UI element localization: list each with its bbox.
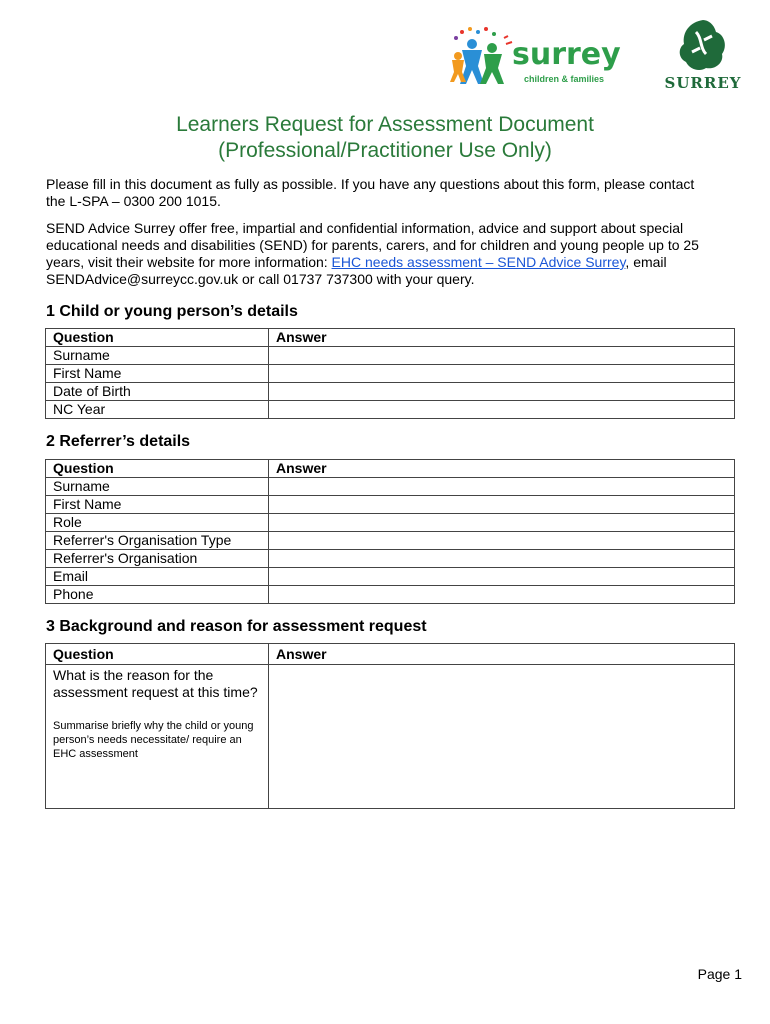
question-cell: Surname [46,478,269,496]
column-header-question: Question [46,644,269,665]
table-row [46,365,735,383]
answer-field-phone[interactable] [269,586,735,604]
answer-field-date-of-birth[interactable] [269,383,735,401]
intro-paragraph-1: Please fill in this document as fully as possible. If you have any questions about this form, please contact the L-SPA – 0300 200 1015. [46,176,695,209]
reason-question-text: What is the reason for the assessment request at this time? [53,667,258,700]
table-row [46,347,735,365]
answer-field-first-name[interactable] [269,365,735,383]
answer-field-email[interactable] [269,568,735,586]
question-cell: NC Year [46,401,269,419]
intro-paragraph-2 [46,220,716,288]
send-advice-link[interactable]: EHC needs assessment – SEND Advice Surrey [331,254,626,270]
surrey-wordmark: surrey [512,37,621,72]
question-cell: First Name [46,496,269,514]
title-line-1: Learners Request for Assessment Document [176,113,594,136]
section-3-heading: 3 Background and reason for assessment request [46,618,427,635]
answer-field-referrer-first-name[interactable] [269,496,735,514]
question-cell: Referrer's Organisation Type [46,532,269,550]
table-row [46,568,735,586]
question-cell: Email [46,568,269,586]
column-header-answer: Answer [269,460,735,478]
table-header-row [46,329,735,347]
answer-field-nc-year[interactable] [269,401,735,419]
background-reason-table [45,643,735,809]
section-1-heading: 1 Child or young person’s details [46,303,298,320]
header-logos [440,18,750,98]
reason-hint-text: Summarise briefly why the child or young person’s needs necessitate/ require an EHC assessment [53,720,254,760]
page-title [0,112,770,164]
table-row [46,514,735,532]
intro-text-before-link: SEND Advice Surrey offer free, impartial and confidential information, advice and support about special educational needs and disabilities (SEND) for parents, carers, and for children and young people up to 25 years, visit their website for more information: [46,220,699,270]
surrey-county-council-logo [660,18,746,96]
column-header-answer: Answer [269,644,735,665]
table-row [46,496,735,514]
question-cell: First Name [46,365,269,383]
answer-field-referrer-surname[interactable] [269,478,735,496]
table-header-row [46,460,735,478]
table-row [46,478,735,496]
question-cell: Date of Birth [46,383,269,401]
question-cell: Referrer's Organisation [46,550,269,568]
column-header-answer: Answer [269,329,735,347]
answer-field-surname[interactable] [269,347,735,365]
answer-field-role[interactable] [269,514,735,532]
surrey-children-families-logo [448,26,658,90]
column-header-question: Question [46,460,269,478]
question-cell: Phone [46,586,269,604]
answer-field-reason[interactable] [269,665,735,809]
oak-leaf-icon [660,18,746,74]
section-2-heading: 2 Referrer’s details [46,433,191,450]
table-row [46,586,735,604]
page-number: Page 1 [697,966,742,982]
question-cell: Surname [46,347,269,365]
intro-text-after-link: , email SENDAdvice@surreycc.gov.uk or call 01737 737300 with your query. [46,254,667,287]
child-details-table [45,328,735,419]
table-row [46,383,735,401]
title-line-2: (Professional/Practitioner Use Only) [218,139,552,162]
referrer-details-table [45,459,735,604]
table-row [46,665,735,809]
table-row [46,532,735,550]
table-row [46,550,735,568]
table-row [46,401,735,419]
surrey-council-wordmark: SURREY [664,74,742,92]
question-cell [46,665,269,809]
children-figures-icon [448,26,518,90]
answer-field-organisation[interactable] [269,550,735,568]
question-cell: Role [46,514,269,532]
table-header-row [46,644,735,665]
column-header-question: Question [46,329,269,347]
answer-field-organisation-type[interactable] [269,532,735,550]
children-families-tagline: children & families [524,74,605,84]
